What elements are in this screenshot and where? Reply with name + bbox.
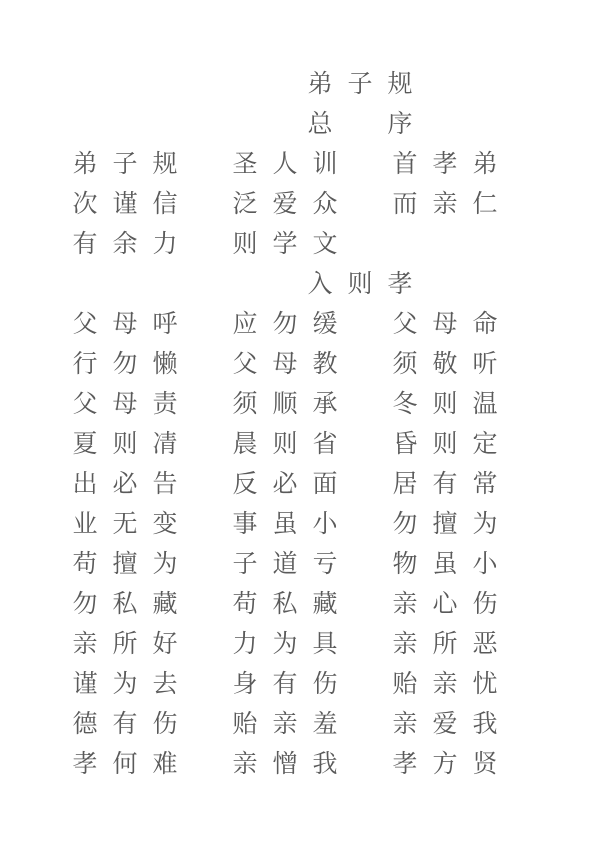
verse-char: 去 (152, 669, 178, 698)
verse-char: 懒 (152, 349, 178, 378)
verse-char: 父 (72, 309, 98, 338)
verse-char: 泛 (232, 189, 258, 218)
verse-char: 母 (112, 389, 138, 418)
verse-char: 所 (432, 629, 458, 658)
verse-char: 亲 (392, 709, 418, 738)
verse-char: 虽 (272, 509, 298, 538)
verse-char: 力 (232, 629, 258, 658)
verse-char: 苟 (232, 589, 258, 618)
verse-char: 弟 (72, 149, 98, 178)
section-zongxu-char: 序 (387, 109, 413, 138)
verse-char: 有 (432, 469, 458, 498)
verse-char: 昏 (392, 429, 418, 458)
verse-char: 所 (112, 629, 138, 658)
verse-char: 呼 (152, 309, 178, 338)
verse-char: 苟 (72, 549, 98, 578)
verse-char: 为 (152, 549, 178, 578)
verse-char: 则 (232, 229, 258, 258)
verse-char: 道 (272, 549, 298, 578)
verse-char: 则 (432, 389, 458, 418)
verse-char: 小 (472, 549, 498, 578)
verse-char: 伤 (472, 589, 498, 618)
verse-char: 贤 (472, 749, 498, 778)
verse-char: 责 (152, 389, 178, 418)
verse-char: 为 (112, 669, 138, 698)
section-heading-zongxu (0, 104, 600, 144)
verse-char: 有 (72, 229, 98, 258)
verse-line (0, 304, 600, 344)
verse-char: 母 (432, 309, 458, 338)
verse-char: 亏 (312, 549, 338, 578)
verse-char: 应 (232, 309, 258, 338)
verse-char: 事 (232, 509, 258, 538)
verse-line (0, 384, 600, 424)
verse-char: 规 (152, 149, 178, 178)
verse-char: 谨 (112, 189, 138, 218)
section-ruze-xiao-char: 则 (347, 269, 373, 298)
verse-char: 业 (72, 509, 98, 538)
verse-char: 方 (432, 749, 458, 778)
verse-line (0, 664, 600, 704)
section-heading-ruze-xiao (0, 264, 600, 304)
verse-char: 亲 (72, 629, 98, 658)
verse-char: 母 (272, 349, 298, 378)
verse-char: 学 (272, 229, 298, 258)
verse-char: 勿 (112, 349, 138, 378)
verse-char: 首 (392, 149, 418, 178)
verse-char: 贻 (232, 709, 258, 738)
verse-char: 擅 (112, 549, 138, 578)
verse-char: 告 (152, 469, 178, 498)
verse-line (0, 744, 600, 784)
verse-char: 众 (312, 189, 338, 218)
verse-char: 何 (112, 749, 138, 778)
verse-char: 定 (472, 429, 498, 458)
verse-char: 命 (472, 309, 498, 338)
verse-char: 私 (272, 589, 298, 618)
verse-char: 亲 (392, 629, 418, 658)
verse-line (0, 464, 600, 504)
verse-char: 我 (312, 749, 338, 778)
verse-char: 承 (312, 389, 338, 418)
title-char: 弟 (307, 69, 333, 98)
verse-char: 居 (392, 469, 418, 498)
verse-char: 则 (272, 429, 298, 458)
verse-char: 亲 (232, 749, 258, 778)
verse-char: 晨 (232, 429, 258, 458)
verse-char: 无 (112, 509, 138, 538)
verse-char: 子 (112, 149, 138, 178)
verse-char: 文 (312, 229, 338, 258)
verse-char: 伤 (312, 669, 338, 698)
verse-char: 弟 (472, 149, 498, 178)
verse-char: 德 (72, 709, 98, 738)
verse-char: 勿 (392, 509, 418, 538)
verse-char: 私 (112, 589, 138, 618)
verse-char: 恶 (472, 629, 498, 658)
verse-char: 孝 (72, 749, 98, 778)
verse-char: 凊 (152, 429, 178, 458)
verse-char: 物 (392, 549, 418, 578)
verse-char: 教 (312, 349, 338, 378)
verse-char: 藏 (312, 589, 338, 618)
verse-char: 行 (72, 349, 98, 378)
title-char: 规 (387, 69, 413, 98)
verse-char: 为 (272, 629, 298, 658)
verse-line (0, 504, 600, 544)
verse-char: 有 (112, 709, 138, 738)
verse-char: 次 (72, 189, 98, 218)
verse-char: 余 (112, 229, 138, 258)
verse-char: 冬 (392, 389, 418, 418)
verse-char: 伤 (152, 709, 178, 738)
verse-char: 反 (232, 469, 258, 498)
verse-char: 父 (232, 349, 258, 378)
verse-line (0, 144, 600, 184)
verse-char: 敬 (432, 349, 458, 378)
verse-char: 缓 (312, 309, 338, 338)
verse-char: 仁 (472, 189, 498, 218)
verse-char: 须 (232, 389, 258, 418)
verse-char: 亲 (272, 709, 298, 738)
verse-char: 则 (432, 429, 458, 458)
verse-char: 变 (152, 509, 178, 538)
section-ruze-xiao-char: 入 (307, 269, 333, 298)
verse-char: 常 (472, 469, 498, 498)
verse-line (0, 184, 600, 224)
verse-char: 力 (152, 229, 178, 258)
verse-char: 母 (112, 309, 138, 338)
verse-char: 人 (272, 149, 298, 178)
verse-line (0, 344, 600, 384)
verse-char: 顺 (272, 389, 298, 418)
verse-char: 憎 (272, 749, 298, 778)
verse-char: 擅 (432, 509, 458, 538)
verse-char: 虽 (432, 549, 458, 578)
verse-char: 孝 (432, 149, 458, 178)
verse-char: 亲 (432, 189, 458, 218)
verse-char: 身 (232, 669, 258, 698)
verse-char: 我 (472, 709, 498, 738)
verse-char: 好 (152, 629, 178, 658)
title-line (0, 64, 600, 104)
verse-char: 勿 (72, 589, 98, 618)
verse-line (0, 424, 600, 464)
verse-char: 必 (272, 469, 298, 498)
verse-char: 信 (152, 189, 178, 218)
verse-char: 夏 (72, 429, 98, 458)
verse-char: 子 (232, 549, 258, 578)
verse-char: 爱 (432, 709, 458, 738)
verse-char: 则 (112, 429, 138, 458)
title-char: 子 (347, 69, 373, 98)
verse-line (0, 624, 600, 664)
verse-char: 难 (152, 749, 178, 778)
verse-char: 父 (392, 309, 418, 338)
verse-char: 省 (312, 429, 338, 458)
verse-char: 忧 (472, 669, 498, 698)
verse-char: 谨 (72, 669, 98, 698)
verse-char: 有 (272, 669, 298, 698)
verse-char: 温 (472, 389, 498, 418)
section-zongxu-char: 总 (307, 109, 333, 138)
verse-char: 具 (312, 629, 338, 658)
verse-char: 圣 (232, 149, 258, 178)
verse-line (0, 224, 600, 264)
verse-char: 藏 (152, 589, 178, 618)
verse-line (0, 704, 600, 744)
verse-char: 出 (72, 469, 98, 498)
verse-char: 勿 (272, 309, 298, 338)
verse-char: 父 (72, 389, 98, 418)
verse-char: 面 (312, 469, 338, 498)
verse-char: 听 (472, 349, 498, 378)
verse-line (0, 544, 600, 584)
verse-char: 心 (432, 589, 458, 618)
verse-char: 孝 (392, 749, 418, 778)
verse-char: 小 (312, 509, 338, 538)
verse-char: 训 (312, 149, 338, 178)
verse-char: 爱 (272, 189, 298, 218)
verse-char: 贻 (392, 669, 418, 698)
verse-char: 必 (112, 469, 138, 498)
verse-line (0, 584, 600, 624)
verse-char: 为 (472, 509, 498, 538)
verse-char: 羞 (312, 709, 338, 738)
verse-char: 亲 (392, 589, 418, 618)
section-ruze-xiao-char: 孝 (387, 269, 413, 298)
verse-char: 而 (392, 189, 418, 218)
verse-char: 亲 (432, 669, 458, 698)
verse-char: 须 (392, 349, 418, 378)
